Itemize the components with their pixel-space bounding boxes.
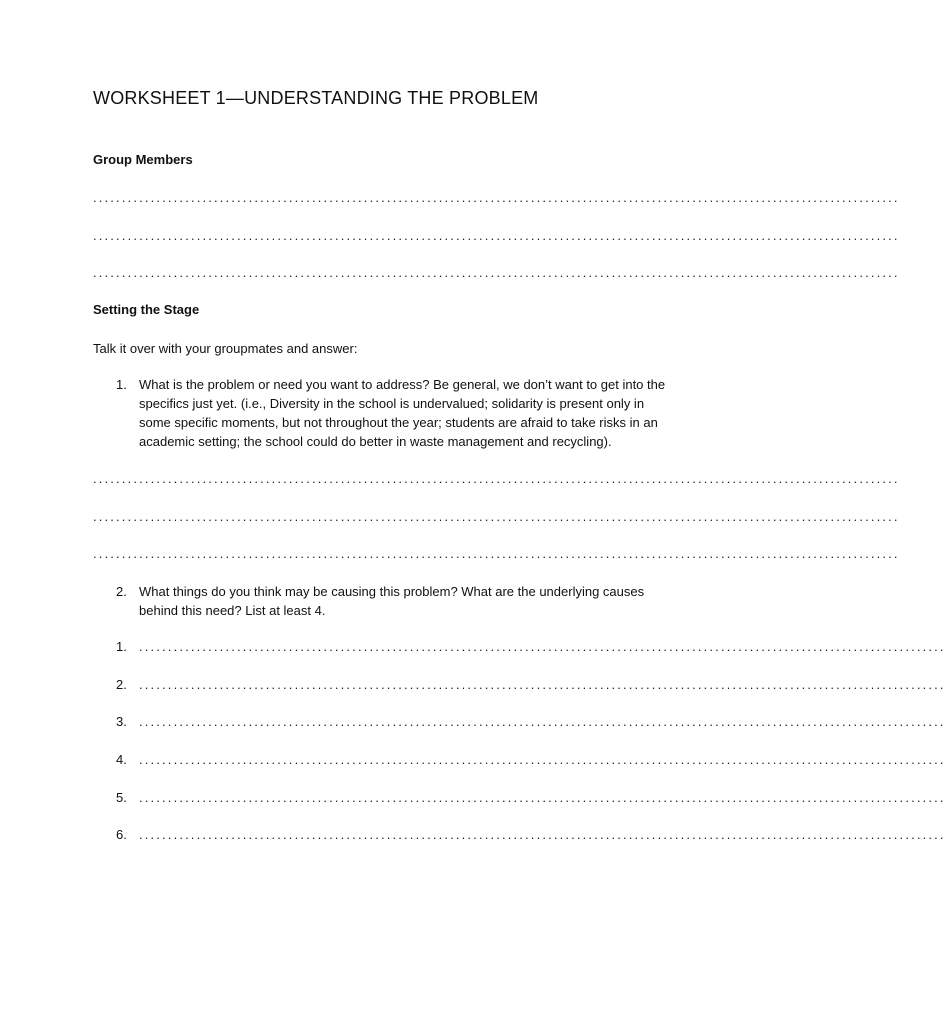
instruction-text: Talk it over with your groupmates and answer: [93, 341, 358, 356]
answer-line-3[interactable]: ............................................................................................................................................ [93, 546, 900, 561]
cause-number: 1. [116, 639, 127, 654]
cause-number: 4. [116, 752, 127, 767]
answer-line-2[interactable]: ............................................................................................................................................ [93, 509, 900, 524]
cause-number: 2. [116, 677, 127, 692]
question-2-text: What things do you think may be causing this problem? What are the underlying causes behind this need? List at least 4. [139, 584, 645, 618]
page-title: WORKSHEET 1—UNDERSTANDING THE PROBLEM [93, 88, 539, 108]
cause-line-4[interactable]: ............................................................................................................................................ [139, 752, 946, 767]
cause-line-3[interactable]: ............................................................................................................................................ [139, 714, 946, 729]
group-member-line-3[interactable]: ............................................................................................................................................ [93, 265, 900, 280]
cause-line-5[interactable]: ............................................................................................................................................ [139, 790, 946, 805]
question-1-number: 1. [116, 377, 127, 392]
cause-number: 5. [116, 790, 127, 805]
cause-line-2[interactable]: ............................................................................................................................................ [139, 677, 946, 692]
cause-number: 3. [116, 714, 127, 729]
setting-stage-heading: Setting the Stage [93, 302, 200, 317]
cause-number: 6. [116, 827, 127, 842]
group-member-line-1[interactable]: ............................................................................................................................................ [93, 190, 900, 205]
cause-line-1[interactable]: ............................................................................................................................................ [139, 639, 946, 654]
question-2-number: 2. [116, 584, 127, 599]
question-1-text: What is the problem or need you want to address? Be general, we don’t want to get into the specifics just yet. (i.e., Diversity in the school is undervalued; solidarity is present only in some specific moments, but not throughout the year; students are afraid to take risks in an academic setting; the school could do better in waste management and recycling). [139, 377, 666, 449]
group-members-heading: Group Members [93, 152, 193, 167]
group-member-line-2[interactable]: ............................................................................................................................................ [93, 228, 900, 243]
cause-line-6[interactable]: ............................................................................................................................................ [139, 827, 946, 842]
answer-line-1[interactable]: ............................................................................................................................................ [93, 471, 900, 486]
